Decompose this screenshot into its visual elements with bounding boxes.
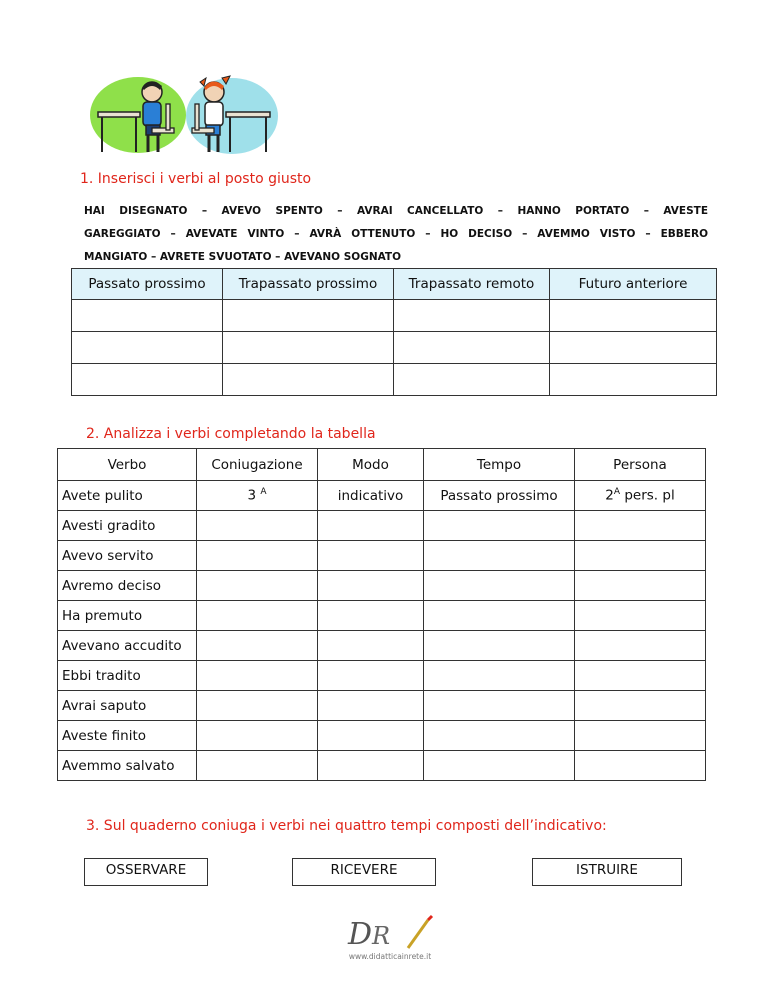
verb-cell: Ha premuto: [58, 601, 197, 631]
coniugazione-value: 3: [247, 487, 257, 504]
answer-cell[interactable]: [575, 571, 706, 601]
table-row: [58, 541, 706, 571]
answer-cell[interactable]: [223, 364, 394, 396]
header-modo: Modo: [318, 449, 424, 481]
header-persona: Persona: [575, 449, 706, 481]
answer-cell[interactable]: [394, 332, 550, 364]
header-verbo: Verbo: [58, 449, 197, 481]
answer-cell[interactable]: [424, 751, 575, 781]
answer-cell[interactable]: [550, 332, 717, 364]
answer-cell[interactable]: [575, 601, 706, 631]
verb-box-ricevere: RICEVERE: [292, 858, 436, 886]
table-row: [58, 751, 706, 781]
students-illustration: [88, 70, 280, 160]
table-header-row: [72, 269, 717, 300]
answer-cell[interactable]: [575, 541, 706, 571]
table-row: [58, 631, 706, 661]
answer-cell[interactable]: [575, 631, 706, 661]
answer-cell[interactable]: [318, 571, 424, 601]
coniugazione-sup: A: [260, 487, 267, 498]
table-row: [72, 364, 717, 396]
verb-cell: Avrai saputo: [58, 691, 197, 721]
answer-cell[interactable]: [318, 541, 424, 571]
answer-cell[interactable]: [197, 721, 318, 751]
word-bank-line: HAI DISEGNATO – AVEVO SPENTO – AVRAI CANCELLATO – HANNO PORTATO – AVESTE: [84, 205, 708, 217]
persona-sup: A: [613, 487, 621, 498]
answer-cell[interactable]: [197, 571, 318, 601]
exercise2-title: 2. Analizza i verbi completando la tabella: [86, 426, 376, 442]
persona-num: 2: [605, 487, 614, 504]
answer-cell[interactable]: [550, 364, 717, 396]
answer-cell[interactable]: [424, 721, 575, 751]
table-row: [58, 571, 706, 601]
answer-cell[interactable]: [575, 691, 706, 721]
tense-sorting-table: [71, 268, 717, 396]
verb-analysis-table: [57, 448, 706, 781]
exercise1-title: 1. Inserisci i verbi al posto giusto: [80, 171, 312, 187]
answer-cell[interactable]: [197, 541, 318, 571]
answer-cell[interactable]: [197, 751, 318, 781]
table-row: [58, 511, 706, 541]
header-trapassato-prossimo: Trapassato prossimo: [223, 269, 394, 300]
header-trapassato-remoto: Trapassato remoto: [394, 269, 550, 300]
header-coniugazione: Coniugazione: [197, 449, 318, 481]
answer-cell[interactable]: [318, 691, 424, 721]
answer-cell[interactable]: [575, 511, 706, 541]
answer-cell[interactable]: [318, 751, 424, 781]
answer-cell[interactable]: [394, 300, 550, 332]
answer-cell[interactable]: [424, 601, 575, 631]
answer-cell[interactable]: [318, 511, 424, 541]
svg-text:R: R: [372, 922, 391, 950]
coniugazione-cell: [197, 481, 318, 511]
table-row: [58, 481, 706, 511]
header-passato-prossimo: Passato prossimo: [72, 269, 223, 300]
answer-cell[interactable]: [72, 300, 223, 332]
answer-cell[interactable]: [575, 751, 706, 781]
answer-cell[interactable]: [424, 631, 575, 661]
answer-cell[interactable]: [197, 511, 318, 541]
verb-cell: Avevano accudito: [58, 631, 197, 661]
tempo-cell: Passato prossimo: [424, 481, 575, 511]
modo-cell: indicativo: [318, 481, 424, 511]
answer-cell[interactable]: [72, 364, 223, 396]
verb-cell: Avevo servito: [58, 541, 197, 571]
persona-cell: [575, 481, 706, 511]
answer-cell[interactable]: [550, 300, 717, 332]
answer-cell[interactable]: [424, 691, 575, 721]
verb-box-osservare: OSSERVARE: [84, 858, 208, 886]
verb-cell: Avremo deciso: [58, 571, 197, 601]
table-row: [72, 300, 717, 332]
word-bank-line: GAREGGIATO – AVEVATE VINTO – AVRÀ OTTENUTO – HO DECISO – AVEMMO VISTO – EBBERO: [84, 228, 708, 240]
answer-cell[interactable]: [424, 661, 575, 691]
answer-cell[interactable]: [575, 721, 706, 751]
answer-cell[interactable]: [318, 661, 424, 691]
verb-box-istruire: ISTRUIRE: [532, 858, 682, 886]
word-bank: [84, 200, 708, 269]
answer-cell[interactable]: [197, 661, 318, 691]
answer-cell[interactable]: [197, 631, 318, 661]
answer-cell[interactable]: [424, 571, 575, 601]
svg-text:D: D: [348, 917, 373, 952]
didattica-logo: [344, 914, 436, 954]
answer-cell[interactable]: [197, 691, 318, 721]
answer-cell[interactable]: [223, 300, 394, 332]
table-row: [72, 332, 717, 364]
answer-cell[interactable]: [318, 721, 424, 751]
verb-cell: Aveste finito: [58, 721, 197, 751]
answer-cell[interactable]: [318, 601, 424, 631]
word-bank-line: MANGIATO – AVRETE SVUOTATO – AVEVANO SOGNATO: [84, 251, 401, 263]
table-header-row: [58, 449, 706, 481]
header-futuro-anteriore: Futuro anteriore: [550, 269, 717, 300]
answer-cell[interactable]: [72, 332, 223, 364]
answer-cell[interactable]: [424, 511, 575, 541]
answer-cell[interactable]: [575, 661, 706, 691]
footer-url[interactable]: www.didatticainrete.it: [348, 952, 432, 961]
exercise3-title: 3. Sul quaderno coniuga i verbi nei quattro tempi composti dell’indicativo:: [86, 818, 607, 834]
answer-cell[interactable]: [197, 601, 318, 631]
answer-cell[interactable]: [424, 541, 575, 571]
table-row: [58, 721, 706, 751]
verb-cell: Avete pulito: [58, 481, 197, 511]
verb-cell: Avemmo salvato: [58, 751, 197, 781]
answer-cell[interactable]: [223, 332, 394, 364]
header-tempo: Tempo: [424, 449, 575, 481]
table-row: [58, 601, 706, 631]
verb-cell: Ebbi tradito: [58, 661, 197, 691]
verb-cell: Avesti gradito: [58, 511, 197, 541]
table-row: [58, 661, 706, 691]
answer-cell[interactable]: [394, 364, 550, 396]
answer-cell[interactable]: [318, 631, 424, 661]
table-row: [58, 691, 706, 721]
persona-rest: pers. pl: [620, 487, 675, 504]
